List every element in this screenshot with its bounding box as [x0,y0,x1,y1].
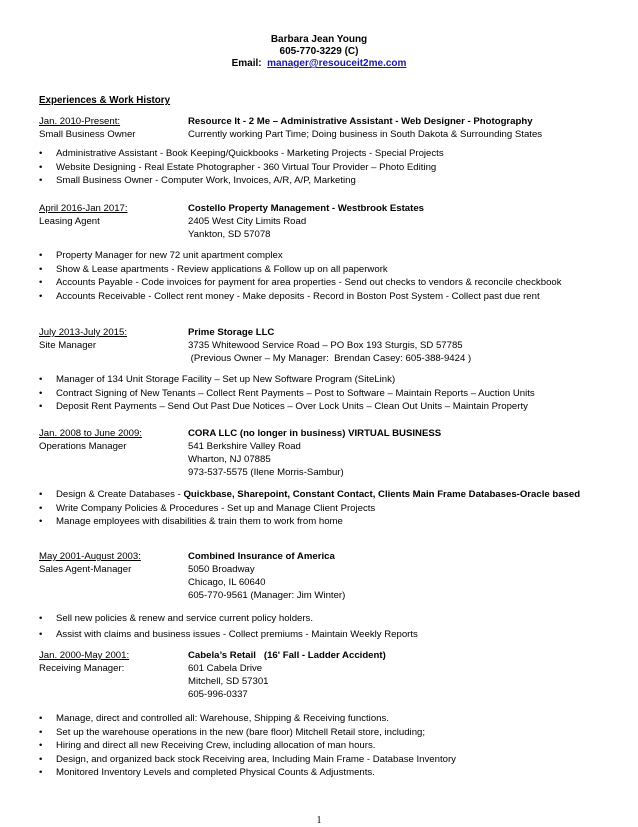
bullet-icon: • [39,374,43,385]
duty-list [39,488,619,528]
bullet-icon: • [39,290,43,302]
job-entry [39,427,619,529]
bullet-icon: • [39,148,43,159]
job-detail: Currently working Part Time; Doing business in South Dakota & Surrounding States [188,129,543,140]
job-detail: Yankton, SD 57078 [188,229,271,240]
job-dates: Jan. 2010-Present: [39,116,121,127]
job-detail: Mitchell, SD 57301 [188,676,269,687]
list-item: • Hiring and direct all new Receiving Crew, including allocation of man hours. [39,740,376,751]
job-company: CORA LLC (no longer in business) VIRTUAL BUSINESS [188,428,442,439]
duty-list [39,373,619,413]
job-entry [39,115,619,188]
list-item: • Set up the warehouse operations in the new (bare floor) Mitchell Retail store, including; [39,726,426,738]
job-detail: 605-996-0337 [188,689,248,700]
job-detail: 3735 Whitewood Service Road – PO Box 193 Sturgis, SD 57785 [188,340,463,351]
bullet-icon: • [39,277,43,288]
list-item: • Design & Create Databases - Quickbase, Sharepoint, Constant Contact, Clients Main Frame Databases-Oracle based [39,489,581,500]
list-item: • Manager of 134 Unit Storage Facility – Set up New Software Program (SiteLink) [39,374,396,385]
bullet-icon: • [39,175,43,186]
list-item: • Property Manager for new 72 unit apartment complex [39,250,283,261]
job-dates: July 2013-July 2015: [39,327,127,338]
job-company: Costello Property Management - Westbrook Estates [188,203,424,214]
list-item: • Accounts Receivable - Collect rent money - Make deposits - Record in Boston Post System - Collect past due rent [39,290,540,302]
bullet-icon: • [39,613,43,624]
list-item: • Design, and organized back stock Receiving area, Including Main Frame - Database Inventory [39,753,456,765]
bullet-icon: • [39,767,43,778]
bullet-icon: • [39,250,43,261]
bullet-icon: • [39,489,43,500]
job-detail: (Previous Owner – My Manager: Brendan Casey: 605-388-9424 ) [188,353,472,364]
job-title: Sales Agent-Manager [39,564,132,575]
job-company: Combined Insurance of America [188,551,335,562]
page-number: 1 [316,815,322,826]
email-link[interactable]: manager@resouceit2me.com [267,58,407,69]
email-label: Email: [231,58,262,69]
job-detail: 601 Cabela Drive [188,663,263,674]
list-item: • Manage, direct and controlled all: Warehouse, Shipping & Receiving functions. [39,713,389,724]
list-item: • Sell new policies & renew and service current policy holders. [39,613,314,624]
list-item: • Assist with claims and business issues - Collect premiums - Maintain Weekly Reports [39,629,418,640]
job-detail: Wharton, NJ 07885 [188,454,271,465]
bullet-icon: • [39,401,43,412]
bullet-icon: • [39,502,43,514]
job-company: Prime Storage LLC [188,327,275,338]
job-dates: May 2001-August 2003: [39,551,141,562]
resume-header [0,34,638,70]
list-item: • Write Company Policies & Procedures - Set up and Manage Client Projects [39,502,376,514]
job-detail: Chicago, IL 60640 [188,577,266,588]
duty-list [39,712,619,779]
job-title: Operations Manager [39,441,127,452]
job-detail: 5050 Broadway [188,564,255,575]
duty-list [39,612,619,641]
job-title: Small Business Owner [39,129,136,140]
job-entry [39,202,619,303]
list-item: • Small Business Owner - Computer Work, Invoices, A/R, A/P, Marketing [39,175,356,186]
candidate-phone: 605-770-3229 (C) [279,46,359,57]
bullet-icon: • [39,713,43,724]
candidate-email-line [0,58,638,70]
job-detail: 973-537-5575 (Ilene Morris-Sambur) [188,467,344,478]
list-item: • Monitored Inventory Levels and completed Physical Counts & Adjustments. [39,767,375,778]
bullet-icon: • [39,161,43,173]
job-detail: 2405 West City Limits Road [188,216,307,227]
list-item: • Manage employees with disabilities & train them to work from home [39,516,343,527]
list-item: • Administrative Assistant - Book Keeping/Quickbooks - Marketing Projects - Special Projects [39,148,444,159]
duty-list [39,147,619,187]
list-item: • Contract Signing of New Tenants – Collect Rent Payments – Post to Software – Maintain Reports – Auction Units [39,387,535,399]
job-title: Receiving Manager: [39,663,125,674]
bullet-icon: • [39,516,43,527]
job-dates: Jan. 2000-May 2001: [39,650,130,661]
job-detail: 541 Berkshire Valley Road [188,441,301,452]
job-entry [39,326,619,414]
job-detail: 605-770-9561 (Manager: Jim Winter) [188,590,346,601]
duty-list [39,249,619,303]
bullet-icon: • [39,387,43,399]
list-item: • Accounts Payable - Code invoices for payment for area properties - Send out checks to vendors & reconcile checkbook [39,277,562,288]
bullet-icon: • [39,740,43,751]
bullet-icon: • [39,753,43,765]
job-entry [39,649,619,780]
job-entry [39,550,619,642]
section-title: Experiences & Work History [39,95,171,106]
list-item: • Show & Lease apartments - Review applications & Follow up on all paperwork [39,263,388,275]
list-item: • Website Designing - Real Estate Photographer - 360 Virtual Tour Provider – Photo Editing [39,161,437,173]
bullet-icon: • [39,263,43,275]
job-title: Leasing Agent [39,216,100,227]
list-item: • Deposit Rent Payments – Send Out Past Due Notices – Over Lock Units – Clean Out Units – Maintain Property [39,401,528,412]
job-dates: Jan. 2008 to June 2009: [39,428,142,439]
job-company: Resource It - 2 Me – Administrative Assistant - Web Designer - Photography [188,116,533,127]
bullet-icon: • [39,629,43,640]
job-dates: April 2016-Jan 2017: [39,203,128,214]
job-company: Cabela’s Retail (16' Fall - Ladder Accident) [188,650,386,661]
bullet-icon: • [39,726,43,738]
candidate-name: Barbara Jean Young [270,34,368,45]
job-title: Site Manager [39,340,97,351]
